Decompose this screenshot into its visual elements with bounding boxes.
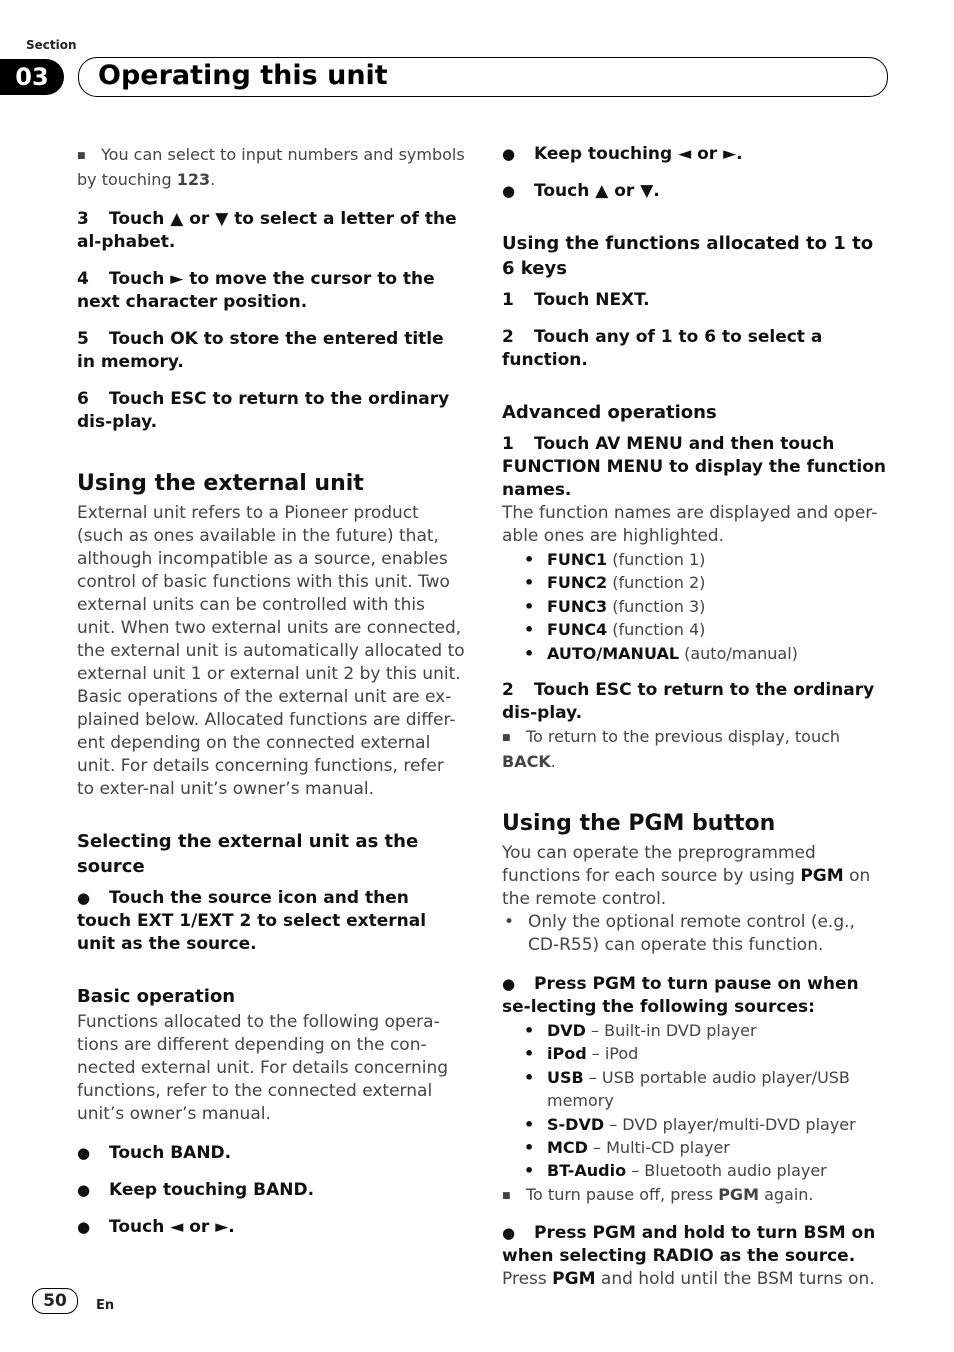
pgm-remote-bullet: • Only the optional remote control (e.g., CD-R55) can operate this function.	[502, 911, 890, 957]
basic-step-band: ● Touch BAND.	[77, 1143, 232, 1163]
square-bullet-icon: ■	[77, 151, 86, 161]
external-unit-paragraph-2: Basic operations of the external unit are ex-plained below. Allocated functions are differ-ent depending on the connected external unit. For details concerning functions, refer to exter-nal unit’s owner’s manual.	[77, 687, 456, 799]
adv-step-2: 2 Touch ESC to return to the ordinary dis-play.	[502, 680, 875, 724]
left-column	[77, 143, 465, 1239]
list-item: • iPod – iPod	[524, 1042, 890, 1065]
list-item: • DVD – Built-in DVD player	[524, 1019, 890, 1042]
pause-step: ● Press PGM to turn pause on when se-lecting the following sources:	[502, 974, 859, 1018]
alloc-step-2: 2 Touch any of 1 to 6 to select a function.	[502, 327, 823, 370]
list-item: • FUNC1 (function 1)	[524, 548, 890, 571]
touch-up-down-step: ● Touch ▲ or ▼.	[502, 181, 660, 201]
list-item: • S-DVD – DVD player/multi-DVD player	[524, 1113, 890, 1136]
allocated-functions-heading: Using the functions allocated to 1 to 6 keys	[502, 233, 874, 279]
bullet-dot-icon: ●	[502, 1223, 516, 1242]
source-list	[502, 1019, 890, 1183]
bullet-dot-icon: ●	[77, 1218, 91, 1236]
bullet-dot-icon: ●	[77, 1144, 91, 1162]
right-column	[502, 143, 890, 1291]
list-item: • BT-Audio – Bluetooth audio player	[524, 1159, 890, 1182]
pgm-heading: Using the PGM button	[502, 811, 776, 837]
list-item: • FUNC3 (function 3)	[524, 595, 890, 618]
select-source-step: ● Touch the source icon and then touch EXT 1/EXT 2 to select external unit as the source.	[77, 888, 427, 954]
input-symbols-note: ■ You can select to input numbers and symbols by touching 123.	[77, 145, 465, 189]
external-unit-paragraph-1: External unit refers to a Pioneer product (such as ones available in the future) that, although incompatible as a source, enables control of basic functions with this unit. Two external units can be controlled with this unit. When two external units are connected, the external unit is automatically allocated to external unit 1 or external unit 2 by this unit.	[77, 503, 465, 684]
list-item: • AUTO/MANUAL (auto/manual)	[524, 642, 890, 665]
adv-step-1: 1 Touch AV MENU and then touch FUNCTION MENU to display the function names.	[502, 434, 886, 500]
bullet-dot-icon: ●	[502, 975, 516, 994]
alloc-step-1: 1 Touch NEXT.	[502, 290, 650, 310]
bsm-paragraph: Press PGM and hold until the BSM turns on.	[502, 1268, 875, 1289]
select-source-heading: Selecting the external unit as the source	[77, 831, 419, 877]
basic-step-keep-band: ● Keep touching BAND.	[77, 1180, 315, 1200]
step-6: 6 Touch ESC to return to the ordinary dis-play.	[77, 389, 450, 432]
advanced-operations-heading: Advanced operations	[502, 402, 717, 423]
list-item: • FUNC4 (function 4)	[524, 618, 890, 641]
bsm-step: ● Press PGM and hold to turn BSM on when selecting RADIO as the source.	[502, 1222, 876, 1266]
bullet-dot-icon: ●	[502, 182, 516, 200]
advanced-paragraph: The function names are displayed and oper-able ones are highlighted.	[502, 503, 878, 546]
section-number-badge: 03	[0, 59, 64, 95]
basic-step-left-right: ● Touch ◄ or ►.	[77, 1217, 235, 1237]
square-bullet-icon: ■	[502, 733, 511, 744]
page-number: 50	[32, 1288, 78, 1314]
step-3: 3 Touch ▲ or ▼ to select a letter of the al-phabet.	[77, 209, 457, 252]
bullet-dot-icon: ●	[502, 145, 516, 163]
basic-operation-heading: Basic operation	[77, 986, 236, 1007]
pgm-paragraph: You can operate the preprogrammed functions for each source by using PGM on the remote control.	[502, 843, 871, 910]
back-note: ■ To return to the previous display, touch BACK.	[502, 727, 841, 772]
bullet-dot-icon: ●	[77, 1181, 91, 1199]
language-label: En	[96, 1298, 115, 1313]
section-label: Section	[26, 38, 77, 52]
square-bullet-icon: ■	[502, 1190, 511, 1201]
keep-touching-step: ● Keep touching ◄ or ►.	[502, 144, 743, 164]
basic-operation-paragraph: Functions allocated to the following opera-tions are different depending on the con-nected external unit. For details concerning functions, refer to the connected external unit’s owner’s manual.	[77, 1012, 449, 1124]
list-item: • USB – USB portable audio player/USB memory	[524, 1066, 890, 1113]
pause-off-note: ■ To turn pause off, press PGM again.	[502, 1183, 890, 1208]
list-item: • FUNC2 (function 2)	[524, 571, 890, 594]
function-list	[502, 548, 890, 665]
external-unit-heading: Using the external unit	[77, 471, 364, 496]
bullet-dot-icon: ●	[77, 889, 91, 907]
step-4: 4 Touch ► to move the cursor to the next character position.	[77, 269, 435, 312]
page-title: Operating this unit	[98, 60, 388, 91]
list-item: • MCD – Multi-CD player	[524, 1136, 890, 1159]
step-5: 5 Touch OK to store the entered title in memory.	[77, 329, 444, 372]
